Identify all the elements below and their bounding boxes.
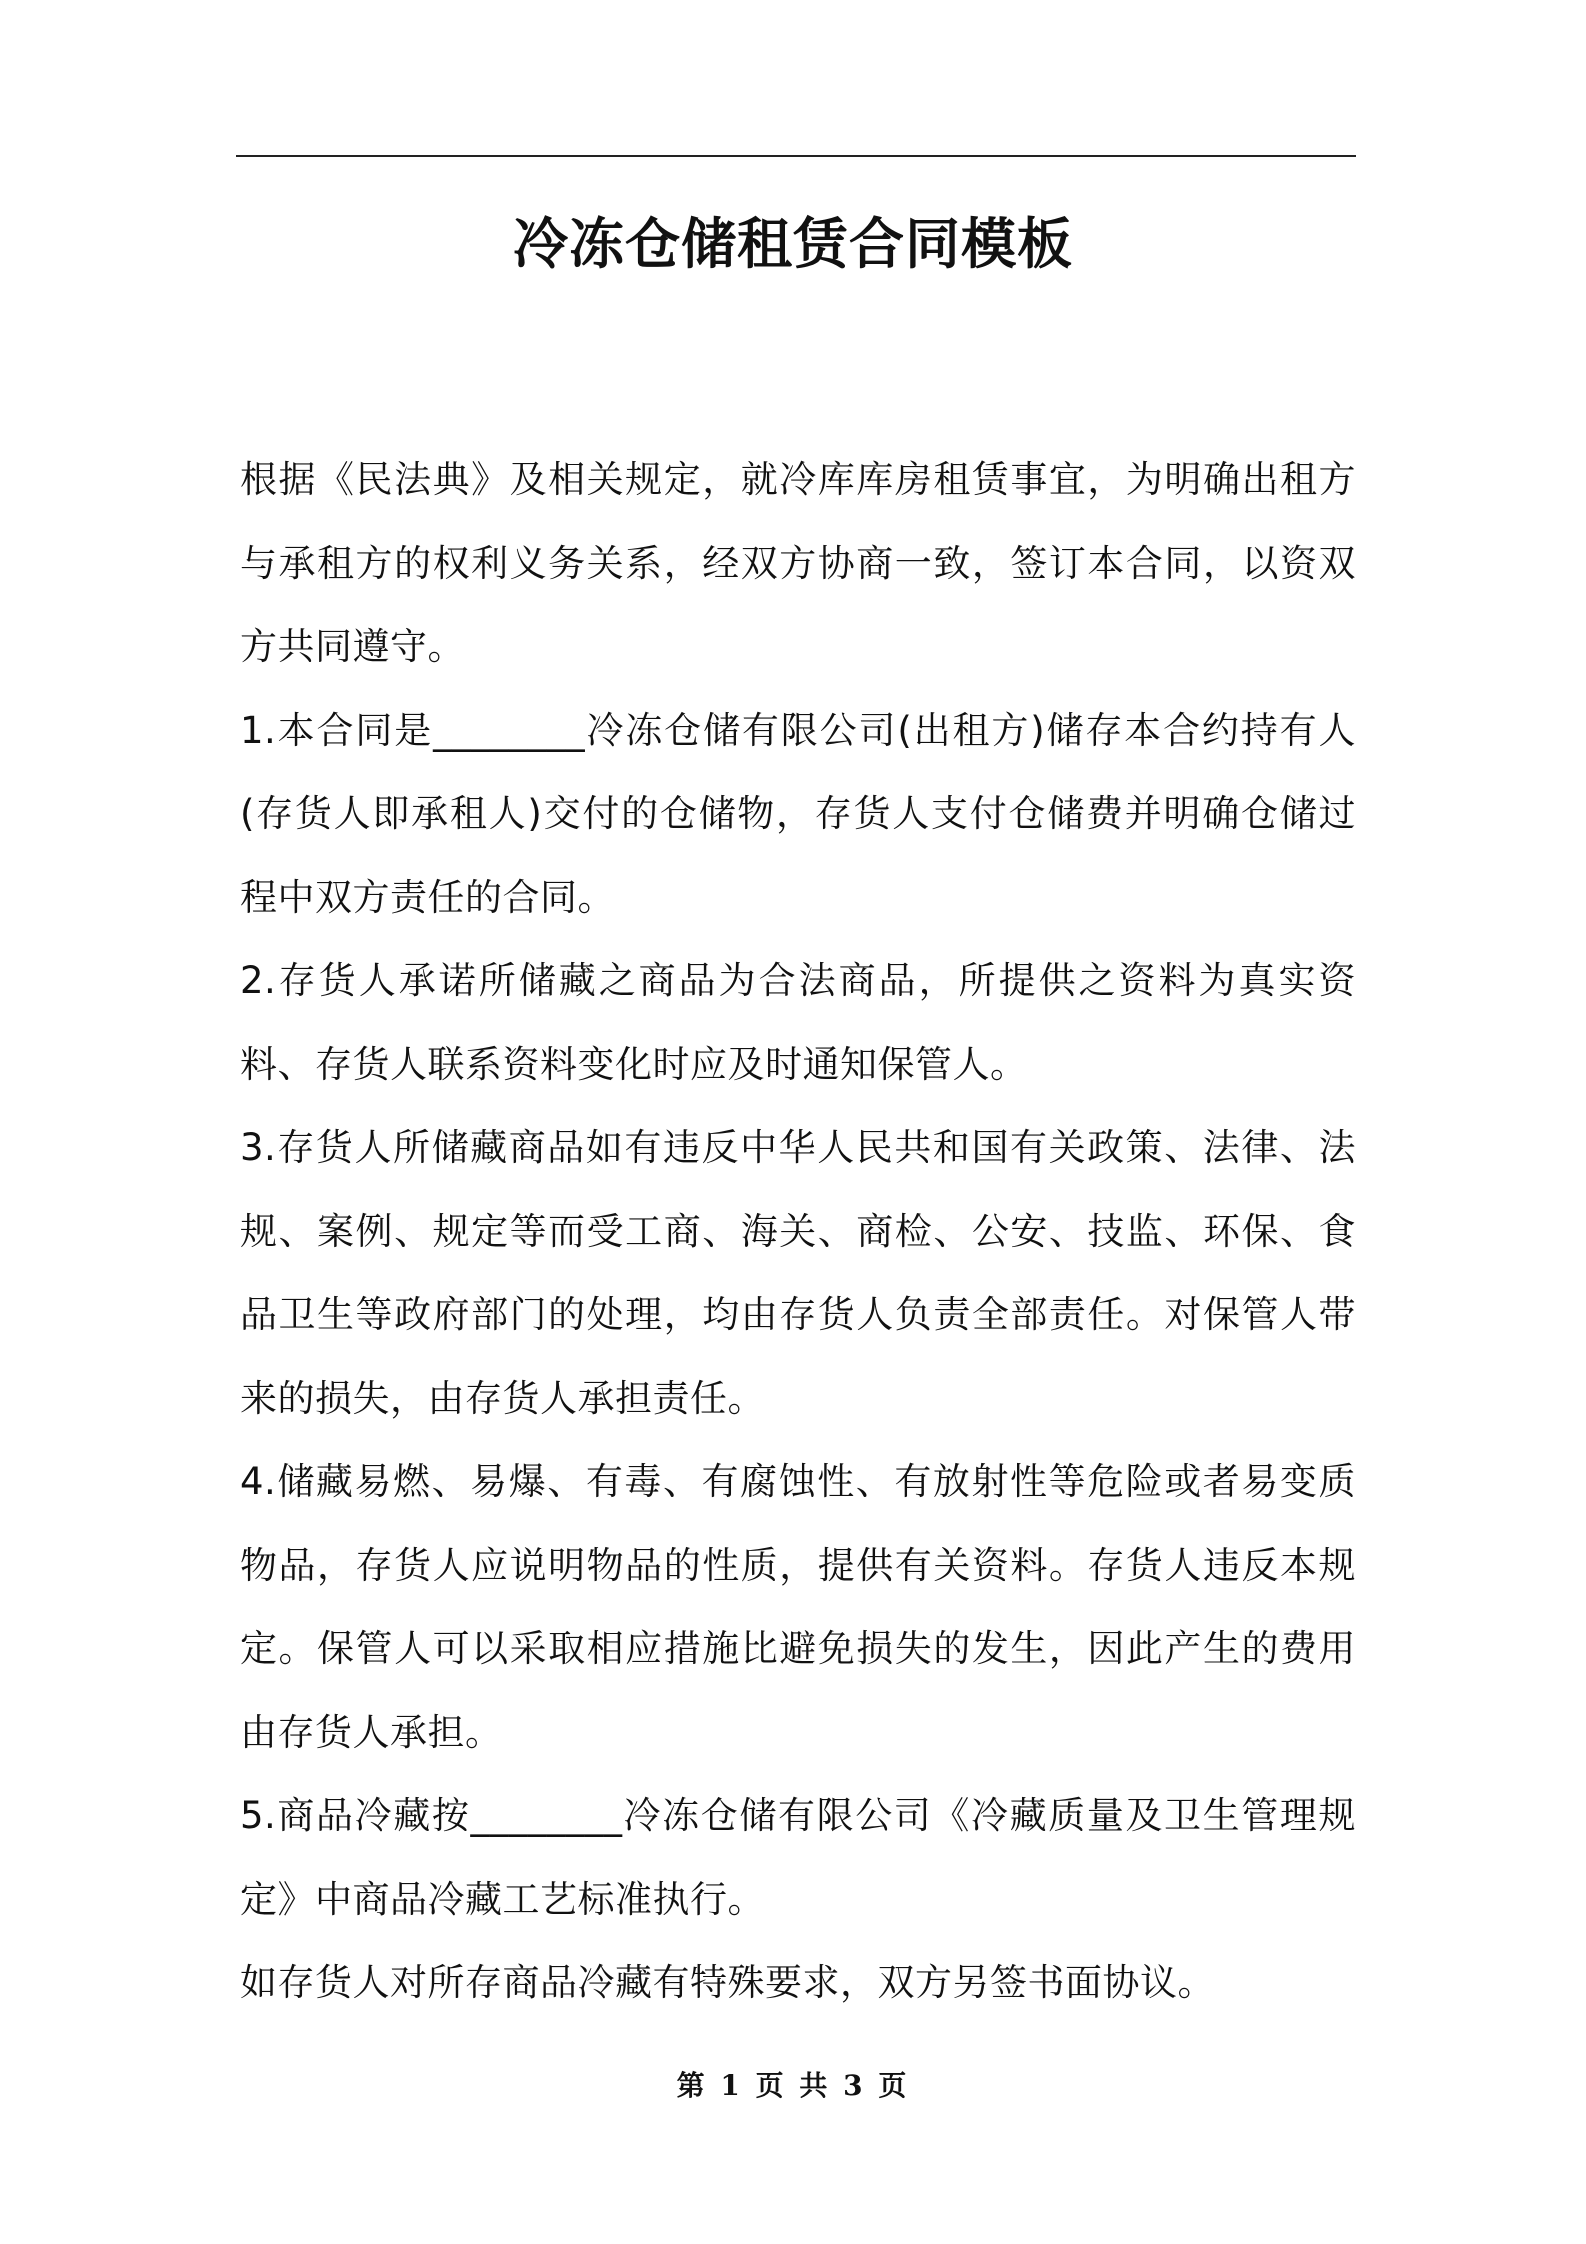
special-requirements-paragraph: 如存货人对所存商品冷藏有特殊要求，双方另签书面协议。 bbox=[240, 1961, 1215, 2004]
header-rule bbox=[236, 155, 1356, 157]
clause-3: 3.存货人所储藏商品如有违反中华人民共和国有关政策、法律、法规、案例、规定等而受工商、海关、商检、公安、技监、环保、食品卫生等政府部门的处理，均由存货人负责全部责任。对保管人带来的损失，由存货人承担责任。 bbox=[240, 1126, 1356, 1420]
preamble-paragraph: 根据《民法典》及相关规定，就冷库库房租赁事宜，为明确出租方与承租方的权利义务关系，经双方协商一致，签订本合同，以资双方共同遵守。 bbox=[240, 458, 1356, 668]
clause-5: 5.商品冷藏按________冷冻仓储有限公司《冷藏质量及卫生管理规定》中商品冷藏工艺标准执行。 bbox=[240, 1794, 1356, 1921]
page-number: 第 1 页 共 3 页 bbox=[676, 2069, 910, 2102]
clause-1: 1.本合同是________冷冻仓储有限公司(出租方)储存本合约持有人(存货人即承租人)交付的仓储物，存货人支付仓储费并明确仓储过程中双方责任的合同。 bbox=[240, 708, 1356, 919]
clause-4: 4.储藏易燃、易爆、有毒、有腐蚀性、有放射性等危险或者易变质物品，存货人应说明物品的性质，提供有关资料。存货人违反本规定。保管人可以采取相应措施比避免损失的发生，因此产生的费用由存货人承担。 bbox=[240, 1460, 1356, 1754]
document-title: 冷冻仓储租赁合同模板 bbox=[512, 212, 1073, 276]
clause-2: 2.存货人承诺所储藏之商品为合法商品，所提供之资料为真实资料、存货人联系资料变化时应及时通知保管人。 bbox=[240, 959, 1356, 1086]
document-body bbox=[240, 438, 1356, 2025]
